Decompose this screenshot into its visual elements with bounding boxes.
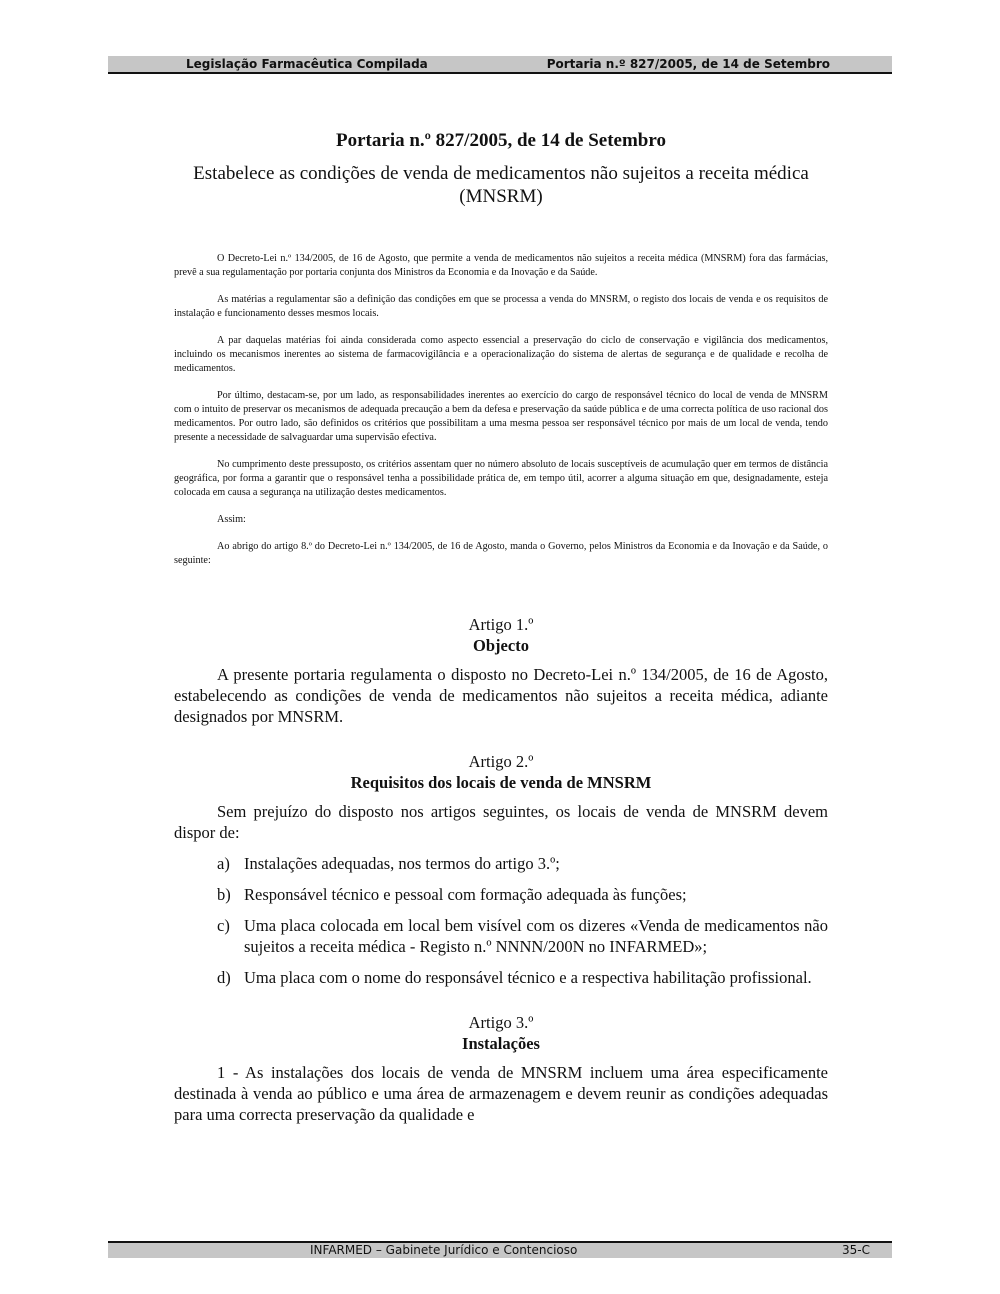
article-title: Requisitos dos locais de venda de MNSRM	[350, 773, 652, 792]
list-item-letter: c)	[217, 916, 230, 935]
list-item-text: Uma placa colocada em local bem visível com os dizeres «Venda de medicamentos não sujeitos a receita médica - Registo n.º NNNN/200N no INFARMED»;	[244, 916, 828, 956]
article-paragraph: 1 - As instalações dos locais de venda de MNSRM incluem uma área especificamente destinada à venda ao público e uma área de armazenagem e devem reunir as condições adequadas para uma correcta preservação da qualidade e	[174, 1063, 828, 1124]
list-item	[174, 967, 828, 988]
article-1	[174, 614, 828, 727]
article-number: Artigo 1.º	[468, 615, 534, 634]
preamble-paragraph: Por último, destacam-se, por um lado, as responsabilidades inerentes ao exercício do cargo de responsável técnico do local de venda de MNSRM com o intuito de preservar os mecanismos de adequada precaução a bem da defesa e preservação da saúde pública e de uma correcta política de uso racional dos medicamentos. Por outro lado, são definidos os critérios que possibilitam a uma mesma pessoa ser responsável técnico por mais de um local de venda, tendo presente a necessidade de salvaguardar uma supervisão efectiva.	[174, 390, 828, 443]
header-left-title: Legislação Farmacêutica Compilada	[186, 57, 428, 71]
preamble-paragraph: Ao abrigo do artigo 8.º do Decreto-Lei n.º 134/2005, de 16 de Agosto, manda o Governo, pelos Ministros da Economia e da Inovação e da Saúde, o seguinte:	[174, 541, 828, 566]
article-list	[174, 853, 828, 988]
page-number: 35-C	[842, 1243, 870, 1257]
preamble-paragraph: Assim:	[217, 514, 246, 525]
footer-text: INFARMED – Gabinete Jurídico e Contencioso	[310, 1243, 578, 1257]
article-title: Objecto	[473, 636, 529, 655]
preamble-paragraph: O Decreto-Lei n.º 134/2005, de 16 de Agosto, que permite a venda de medicamentos não sujeitos a receita médica (MNSRM) fora das farmácias, prevê a sua regulamentação por portaria conjunta dos Ministros da Economia e da Inovação e da Saúde.	[174, 253, 828, 278]
list-item-text: Uma placa com o nome do responsável técnico e a respectiva habilitação profissional.	[244, 968, 812, 987]
list-item	[174, 884, 828, 905]
list-item	[174, 915, 828, 957]
article-2	[174, 751, 828, 988]
list-item-letter: b)	[217, 885, 231, 904]
article-number: Artigo 3.º	[468, 1013, 534, 1032]
article-paragraph: A presente portaria regulamenta o disposto no Decreto-Lei n.º 134/2005, de 16 de Agosto, estabelecendo as condições de venda de medicamentos não sujeitos a receita médica, adiante designados por MNSRM.	[174, 665, 828, 726]
document-title: Portaria n.º 827/2005, de 14 de Setembro	[336, 130, 666, 151]
list-item	[174, 853, 828, 874]
running-footer	[108, 1241, 892, 1258]
document-subtitle: Estabelece as condições de venda de medicamentos não sujeitos a receita médica (MNSRM)	[193, 163, 809, 207]
header-right-title: Portaria n.º 827/2005, de 14 de Setembro	[546, 57, 830, 71]
preamble-paragraph: A par daquelas matérias foi ainda considerada como aspecto essencial a preservação do ciclo de conservação e vigilância dos medicamentos, incluindo os mecanismos inerentes ao sistema de farmacovigilância e a operacionalização do sistema de alertas de segurança e de qualidade e recolha de medicamentos.	[174, 335, 828, 374]
document-body	[174, 130, 828, 1135]
running-header	[108, 56, 892, 74]
list-item-letter: a)	[217, 854, 230, 873]
preamble-paragraph: No cumprimento deste pressuposto, os critérios assentam quer no número absoluto de locais susceptíveis de acumulação quer em termos de distância geográfica, por forma a garantir que o responsável tenha a possibilidade prática de, em tempo útil, acorrer a alguma situação em que, designadamente, esteja colocada em causa a segurança na utilização destes medicamentos.	[174, 459, 828, 498]
preamble	[174, 252, 828, 568]
list-item-letter: d)	[217, 968, 231, 987]
preamble-paragraph: As matérias a regulamentar são a definição das condições em que se processa a venda do MNSRM, o registo dos locais de venda e os requisitos de instalação e funcionamento desses mesmos locais.	[174, 294, 828, 319]
article-paragraph: Sem prejuízo do disposto nos artigos seguintes, os locais de venda de MNSRM devem dispor de:	[174, 802, 828, 842]
article-number: Artigo 2.º	[468, 752, 534, 771]
list-item-text: Instalações adequadas, nos termos do artigo 3.º;	[244, 854, 560, 873]
article-title: Instalações	[462, 1034, 540, 1053]
article-3	[174, 1012, 828, 1125]
list-item-text: Responsável técnico e pessoal com formação adequada às funções;	[244, 885, 687, 904]
